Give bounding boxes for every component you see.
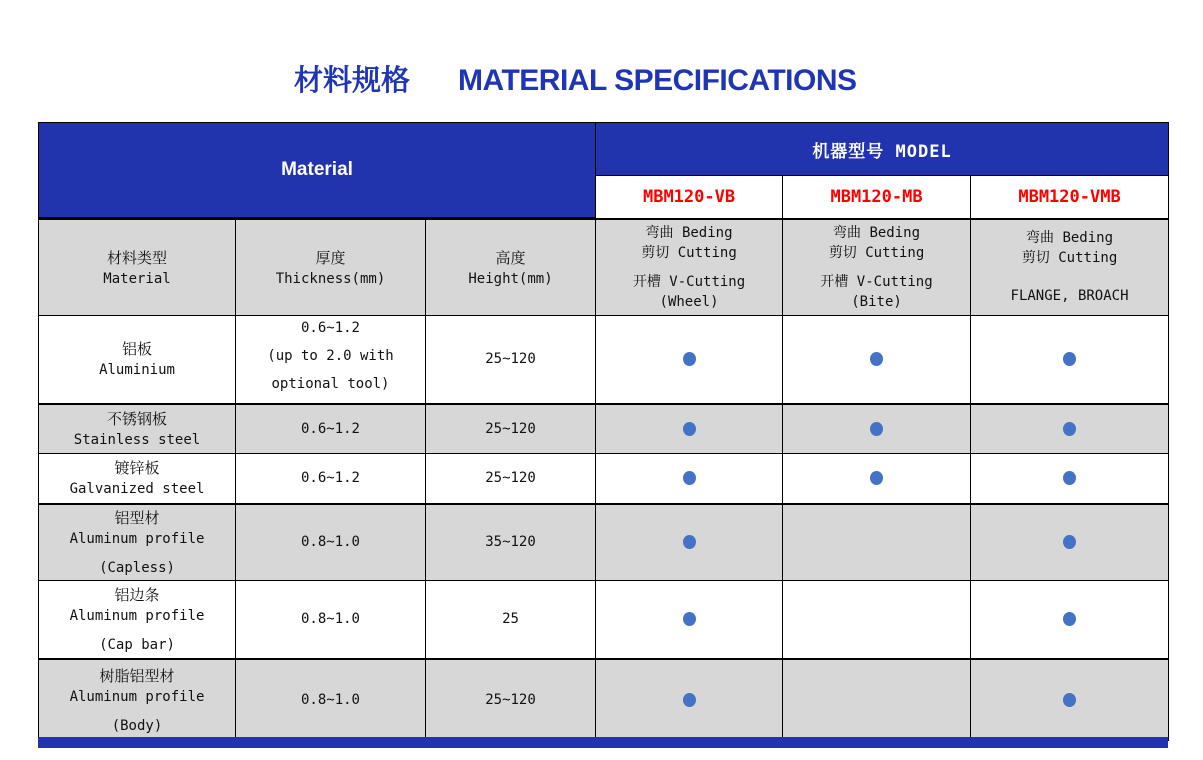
- capability-line: 弯曲 Beding: [833, 224, 921, 241]
- height-cell: 25~120: [426, 316, 596, 404]
- support-dot: [683, 693, 696, 707]
- column-header-thickness: [236, 219, 426, 316]
- thickness-value: 0.6~1.2: [300, 320, 360, 337]
- model-name-mbm120-vb: MBM120-VB: [596, 176, 783, 219]
- support-dot: [683, 471, 696, 485]
- model-name-mbm120-mb: MBM120-MB: [783, 176, 971, 219]
- material-name-zh: 铝边条: [114, 586, 160, 605]
- support-cell-vb: [596, 454, 783, 504]
- support-cell-mb: [783, 316, 971, 404]
- height-cell: 25: [426, 581, 596, 659]
- table-row-aluminum-profile-capless: [39, 504, 1169, 581]
- capability-line: (Wheel): [659, 293, 719, 310]
- column-header-thickness-en: Thickness(mm): [275, 270, 386, 287]
- material-cell: [39, 316, 236, 404]
- material-cell: [39, 504, 236, 581]
- thickness-cell: 0.8~1.0: [236, 581, 426, 659]
- title-english: MATERIAL SPECIFICATIONS: [458, 64, 857, 97]
- support-dot: [1063, 352, 1076, 366]
- capability-line: 剪切 Cutting: [1021, 250, 1118, 267]
- support-dot: [1063, 471, 1076, 485]
- material-note: (Body): [111, 717, 163, 734]
- material-cell: [39, 454, 236, 504]
- height-cell: 25~120: [426, 454, 596, 504]
- thickness-cell: 0.8~1.0: [236, 504, 426, 581]
- support-cell-mb: [783, 504, 971, 581]
- support-dot: [870, 422, 883, 436]
- support-cell-vmb: [971, 404, 1169, 454]
- thickness-note: (up to 2.0 with optional tool): [267, 348, 394, 393]
- model-header-cell: 机器型号 MODEL: [596, 123, 1169, 176]
- support-dot: [1063, 612, 1076, 626]
- material-cell: [39, 659, 236, 741]
- header-row-top: [39, 123, 1169, 176]
- column-header-height: [426, 219, 596, 316]
- support-cell-vmb: [971, 659, 1169, 741]
- column-header-material-zh: 材料类型: [106, 248, 167, 267]
- support-cell-vmb: [971, 504, 1169, 581]
- material-name-en: Stainless steel: [73, 431, 201, 448]
- support-cell-mb: [783, 404, 971, 454]
- material-cell: [39, 581, 236, 659]
- support-dot: [1063, 535, 1076, 549]
- subheader-row: [39, 219, 1169, 316]
- material-cell: [39, 404, 236, 454]
- support-dot: [870, 471, 883, 485]
- capability-line: 剪切 Cutting: [641, 244, 737, 261]
- support-dot: [683, 612, 696, 626]
- support-cell-vmb: [971, 316, 1169, 404]
- thickness-cell: 0.6~1.2: [236, 404, 426, 454]
- material-name-zh: 镀锌板: [114, 459, 160, 478]
- capability-line: 弯曲 Beding: [1026, 230, 1114, 247]
- support-cell-vmb: [971, 454, 1169, 504]
- material-name-en: Aluminium: [99, 362, 175, 379]
- material-name-en: Aluminum profile: [69, 688, 205, 705]
- support-dot: [870, 352, 883, 366]
- thickness-cell: 0.6~1.2: [236, 454, 426, 504]
- support-cell-vmb: [971, 581, 1169, 659]
- height-cell: 25~120: [426, 404, 596, 454]
- support-cell-vb: [596, 581, 783, 659]
- material-name-zh: 不锈钢板: [106, 409, 167, 428]
- column-header-thickness-zh: 厚度: [315, 248, 346, 267]
- table-bottom-bar: [38, 737, 1168, 748]
- material-name-zh: 铝板: [121, 340, 152, 359]
- support-cell-mb: [783, 581, 971, 659]
- material-spec-table: [38, 122, 1169, 741]
- page-title: [294, 58, 857, 99]
- table-row-galvanized-steel: [39, 454, 1169, 504]
- model-name-mbm120-vmb: MBM120-VMB: [971, 176, 1169, 219]
- material-name-en: Aluminum profile: [69, 608, 205, 625]
- capabilities-mbm120-vb: [596, 219, 783, 316]
- column-header-height-zh: 高度: [495, 248, 526, 267]
- title-chinese: 材料规格: [294, 63, 411, 97]
- thickness-cell: [236, 316, 426, 404]
- capability-line: (Bite): [851, 293, 902, 310]
- material-name-zh: 树脂铝型材: [99, 666, 175, 685]
- material-header-cell: Material: [39, 123, 596, 219]
- support-cell-vb: [596, 659, 783, 741]
- table-row-aluminum-profile-cap-bar: [39, 581, 1169, 659]
- capabilities-mbm120-mb: [783, 219, 971, 316]
- column-header-material-en: Material: [103, 270, 171, 287]
- table-row-stainless-steel: [39, 404, 1169, 454]
- height-cell: 25~120: [426, 659, 596, 741]
- support-dot: [683, 352, 696, 366]
- support-cell-vb: [596, 316, 783, 404]
- column-header-material: [39, 219, 236, 316]
- support-cell-vb: [596, 504, 783, 581]
- thickness-cell: 0.8~1.0: [236, 659, 426, 741]
- column-header-height-en: Height(mm): [468, 270, 553, 287]
- material-name-zh: 铝型材: [114, 509, 160, 528]
- material-note: (Capless): [99, 560, 175, 577]
- height-cell: 35~120: [426, 504, 596, 581]
- capability-line: 剪切 Cutting: [828, 244, 925, 261]
- support-cell-mb: [783, 659, 971, 741]
- support-dot: [1063, 693, 1076, 707]
- capability-line: FLANGE, BROACH: [1010, 288, 1129, 305]
- support-dot: [1063, 422, 1076, 436]
- capability-line: 开槽 V-Cutting: [632, 273, 746, 290]
- capabilities-mbm120-vmb: [971, 219, 1169, 316]
- material-name-en: Galvanized steel: [69, 481, 205, 498]
- material-name-en: Aluminum profile: [69, 531, 205, 548]
- capability-line: 弯曲 Beding: [645, 224, 733, 241]
- support-cell-mb: [783, 454, 971, 504]
- material-note: (Cap bar): [99, 637, 175, 654]
- support-dot: [683, 535, 696, 549]
- table-row-aluminum-profile-body: [39, 659, 1169, 741]
- capability-line: 开槽 V-Cutting: [820, 273, 933, 290]
- support-dot: [683, 422, 696, 436]
- table-row-aluminium: [39, 316, 1169, 404]
- support-cell-vb: [596, 404, 783, 454]
